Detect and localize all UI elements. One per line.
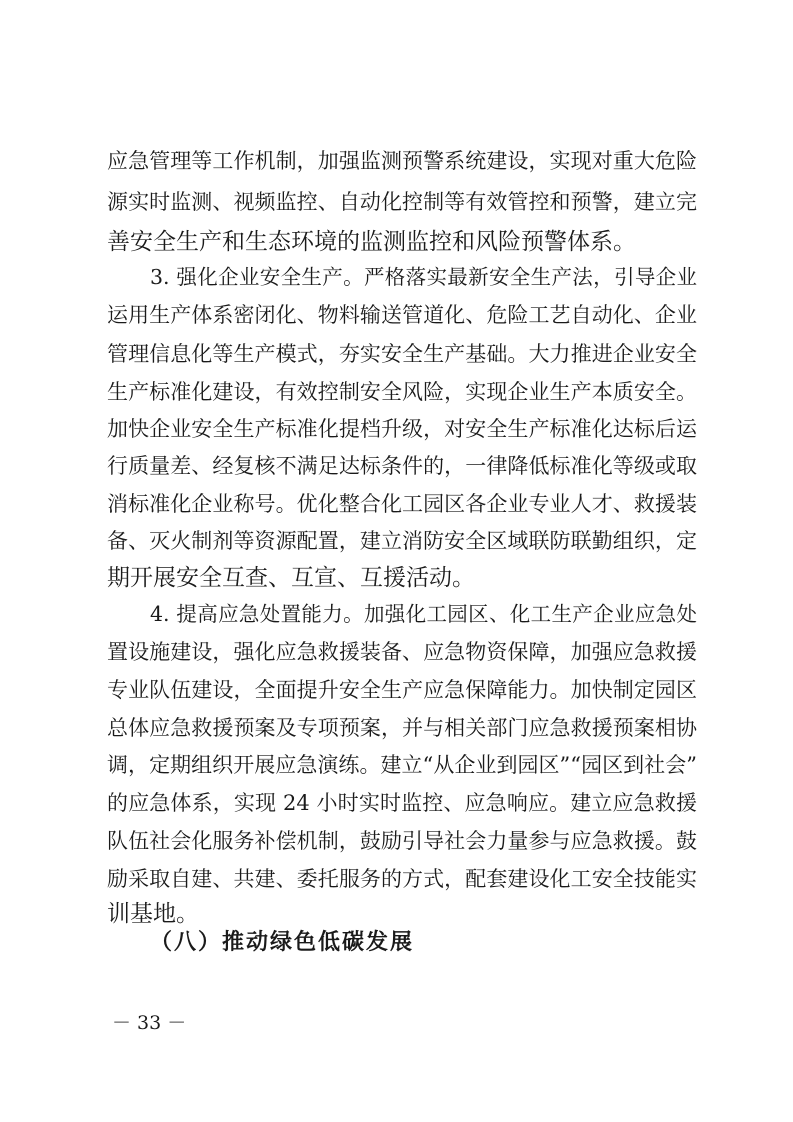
page-number: － 33 － (112, 1012, 187, 1034)
text-line: 励采取自建、共建、委托服务的方式，配套建设化工安全技能实 (107, 867, 697, 891)
text-line: 加快企业安全生产标准化提档升级，对安全生产标准化达标后运 (107, 417, 697, 441)
text-line: 队伍社会化服务补偿机制，鼓励引导社会力量参与应急救援。鼓 (107, 829, 697, 853)
text-line: 行质量差、经复核不满足达标条件的，一律降低标准化等级或取 (107, 454, 697, 478)
text-line: 管理信息化等生产模式，夯实安全生产基础。大力推进企业安全 (107, 342, 697, 366)
text-line: 运用生产体系密闭化、物料输送管道化、危险工艺自动化、企业 (107, 303, 697, 327)
text-line: 生产标准化建设，有效控制安全风险，实现企业生产本质安全。 (107, 380, 697, 404)
text-line: 期开展安全互查、互宣、互援活动。 (107, 565, 475, 591)
text-line: 专业队伍建设，全面提升安全生产应急保障能力。加快制定园区 (107, 678, 697, 702)
text-line: 调，定期组织开展应急演练。建立“从企业到园区”“园区到社会” (107, 753, 697, 777)
text-line: 置设施建设，强化应急救援装备、应急物资保障，加强应急救援 (107, 640, 697, 664)
text-line: 应急管理等工作机制，加强监测预警系统建设，实现对重大危险 (107, 149, 697, 173)
paragraph-3-first-line: 3. 强化企业安全生产。严格落实最新安全生产法，引导企业 (150, 265, 697, 289)
text-line: 训基地。 (107, 901, 199, 927)
text-line: 善安全生产和生态环境的监测监控和风险预警体系。 (107, 229, 636, 255)
text-line: 消标准化企业称号。优化整合化工园区各企业专业人才、救援装 (107, 492, 697, 516)
paragraph-4-first-line: 4. 提高应急处置能力。加强化工园区、化工生产企业应急处 (150, 602, 697, 626)
text-line: 的应急体系，实现 24 小时实时监控、应急响应。建立应急救援 (107, 791, 697, 815)
section-heading: （八）推动绿色低碳发展 (150, 930, 415, 955)
text-line: 备、灭火制剂等资源配置，建立消防安全区域联防联勤组织，定 (107, 529, 697, 553)
text-line: 源实时监测、视频监控、自动化控制等有效管控和预警，建立完 (107, 190, 697, 214)
text-line: 总体应急救援预案及专项预案，并与相关部门应急救援预案相协 (107, 716, 697, 740)
